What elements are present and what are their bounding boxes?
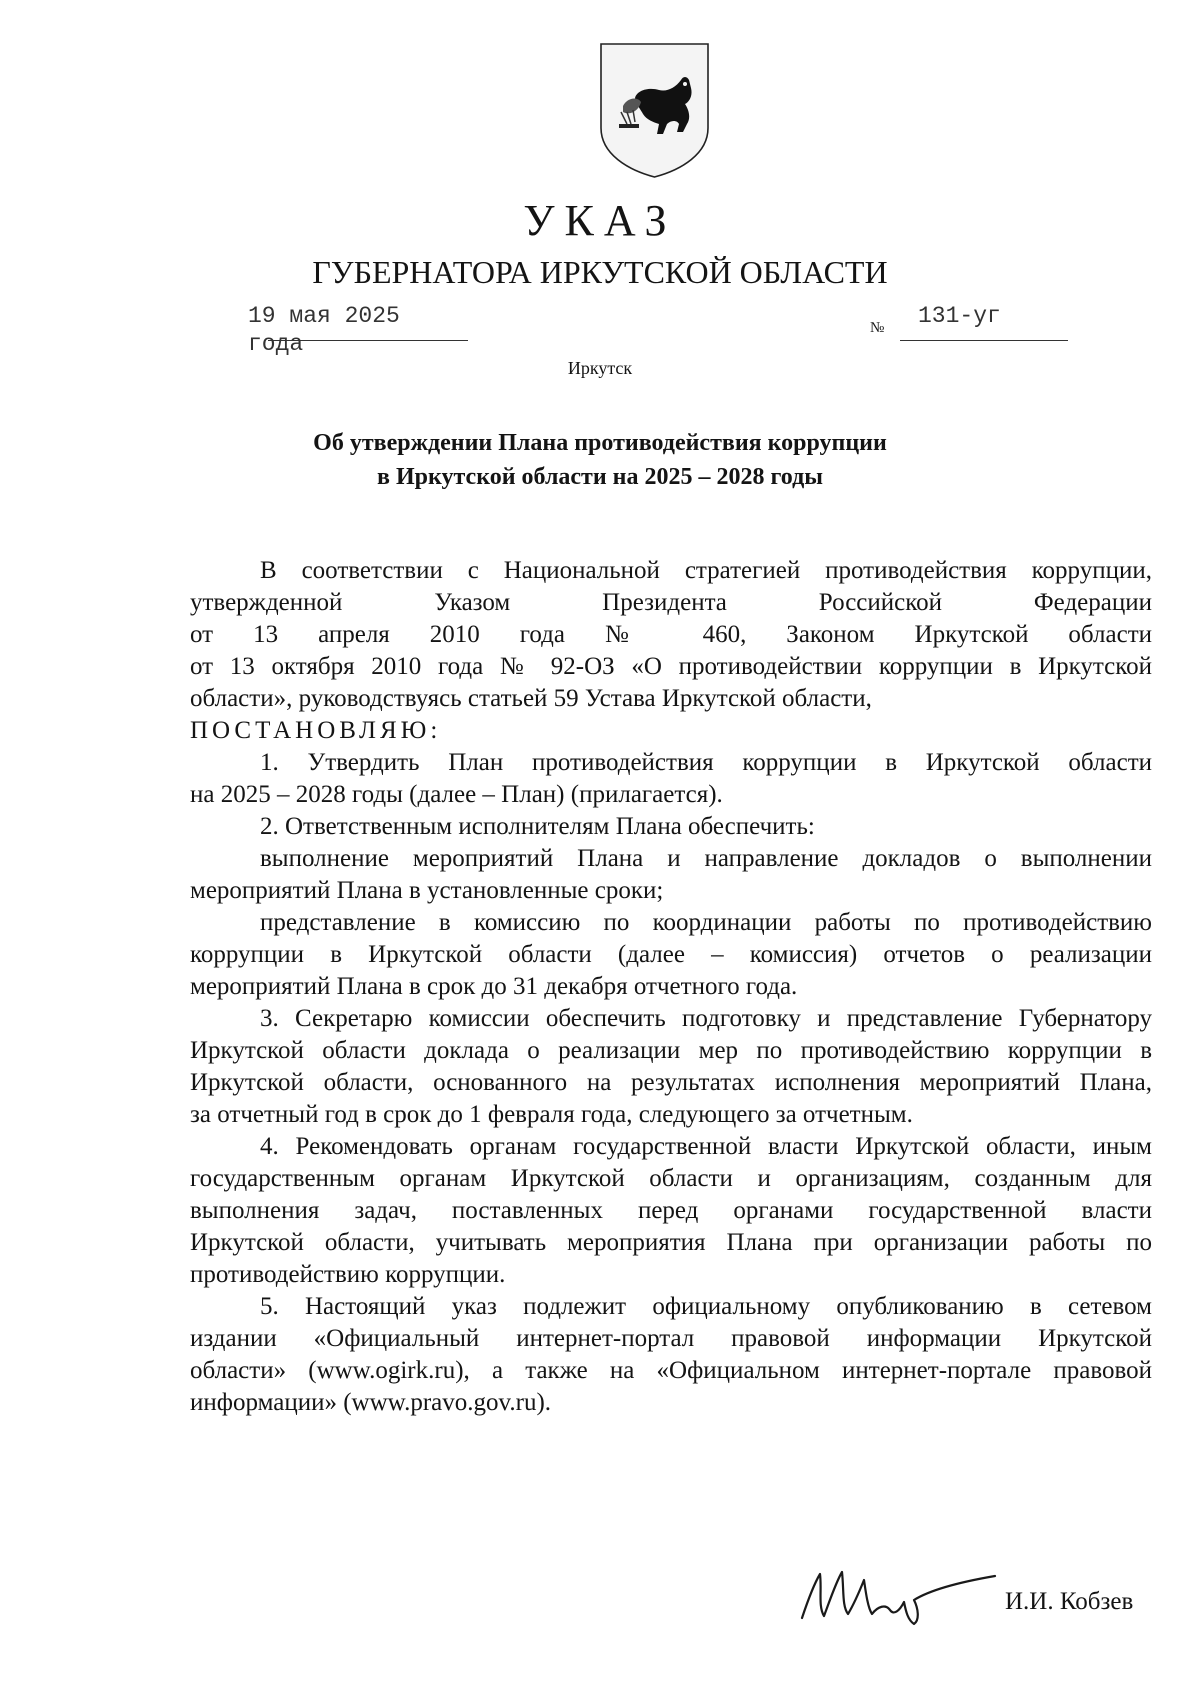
paragraph-5-line: издании «Официальный интернет-портал правовой информации Иркутской (190, 1325, 1152, 1352)
handwritten-signature (790, 1560, 1000, 1630)
paragraph-4-line: противодействию коррупции. (190, 1261, 506, 1288)
signer-name: И.И. Кобзев (1005, 1588, 1134, 1615)
issuer-title: ГУБЕРНАТОРА ИРКУТСКОЙ ОБЛАСТИ (312, 254, 888, 290)
paragraph-5-line: области» (www.ogirk.ru), а также на «Официальном интернет-портале правовой (190, 1357, 1152, 1384)
document-title-line-1: Об утверждении Плана противодействия коррупции (313, 430, 887, 456)
document-body (190, 555, 1152, 1419)
paragraph-1-line: на 2025 – 2028 годы (далее – План) (прилагается). (190, 781, 723, 808)
paragraph-5-line: информации» (www.pravo.gov.ru). (190, 1389, 552, 1416)
paragraph-2a-line: выполнение мероприятий Плана и направление докладов о выполнении (260, 845, 1152, 872)
paragraph-4-line: государственным органам Иркутской области и организациям, созданным для (190, 1165, 1152, 1192)
preamble-line: от 13 апреля 2010 года № 460, Законом Иркутской области (190, 621, 1152, 648)
paragraph-4-line: 4. Рекомендовать органам государственной власти Иркутской области, иным (260, 1133, 1152, 1160)
paragraph-1-line: 1. Утвердить План противодействия коррупции в Иркутской области (260, 749, 1152, 776)
date-underline (268, 340, 468, 341)
document-title-line-2: в Иркутской области на 2025 – 2028 годы (377, 464, 823, 490)
number-label: № (870, 320, 885, 336)
coat-of-arms-emblem (597, 40, 712, 180)
paragraph-5-line: 5. Настоящий указ подлежит официальному опубликованию в сетевом (260, 1293, 1152, 1320)
decree-title: УКАЗ (523, 196, 677, 245)
paragraph-2a-line: мероприятий Плана в установленные сроки; (190, 877, 664, 904)
number-underline (900, 340, 1068, 341)
paragraph-4-line: Иркутской области, учитывать мероприятия Плана при организации работы по (190, 1229, 1152, 1256)
decree-number: 131-уг (918, 303, 1001, 329)
preamble-line: В соответствии с Национальной стратегией противодействия коррупции, (260, 557, 1152, 584)
preamble-line: утвержденной Указом Президента Российской Федерации (190, 589, 1152, 616)
paragraph-2b-line: представление в комиссию по координации работы по противодействию (260, 909, 1152, 936)
paragraph-3-line: Иркутской области доклада о реализации мер по противодействию коррупции в (190, 1037, 1152, 1064)
paragraph-3-line: 3. Секретарю комиссии обеспечить подготовку и представление Губернатору (260, 1005, 1152, 1032)
paragraph-2b-line: коррупции в Иркутской области (далее – комиссия) отчетов о реализации (190, 941, 1152, 968)
paragraph-4-line: выполнения задач, поставленных перед органами государственной власти (190, 1197, 1152, 1224)
preamble-line: области», руководствуясь статьей 59 Устава Иркутской области, (190, 685, 872, 712)
paragraph-3-line: за отчетный год в срок до 1 февраля года, следующего за отчетным. (190, 1101, 913, 1128)
city: Иркутск (567, 358, 633, 378)
decree-date: 19 мая 2025 года (248, 303, 400, 357)
decree-verb: ПОСТАНОВЛЯЮ: (190, 717, 442, 744)
paragraph-3-line: Иркутской области, основанного на результатах исполнения мероприятий Плана, (190, 1069, 1152, 1096)
paragraph-2b-line: мероприятий Плана в срок до 31 декабря отчетного года. (190, 973, 798, 1000)
paragraph-2-line: 2. Ответственным исполнителям Плана обеспечить: (260, 813, 815, 840)
preamble-line: от 13 октября 2010 года № 92-ОЗ «О противодействии коррупции в Иркутской (190, 653, 1152, 680)
document-title (0, 426, 1200, 494)
